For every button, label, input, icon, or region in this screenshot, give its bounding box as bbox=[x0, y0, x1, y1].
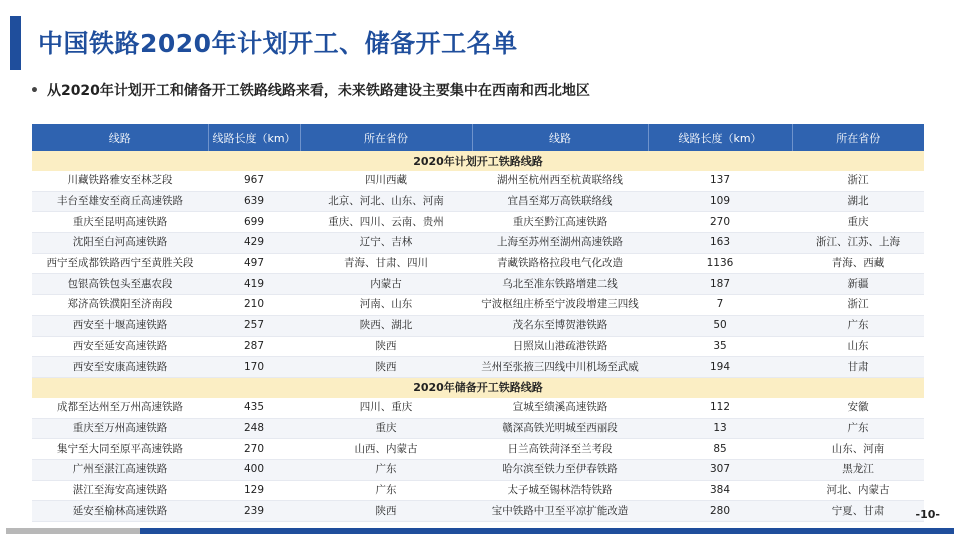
table-cell: 陕西 bbox=[300, 501, 472, 522]
table-cell: 山东、河南 bbox=[792, 439, 924, 460]
table-cell: 延安至榆林高速铁路 bbox=[32, 501, 208, 522]
table-body bbox=[32, 151, 924, 522]
table-row bbox=[32, 212, 924, 233]
table-row bbox=[32, 439, 924, 460]
table-cell: 257 bbox=[208, 315, 300, 336]
table-cell: 西安至十堰高速铁路 bbox=[32, 315, 208, 336]
table-cell: 河北、内蒙古 bbox=[792, 480, 924, 501]
table-cell: 109 bbox=[648, 191, 792, 212]
table-cell: 699 bbox=[208, 212, 300, 233]
table-cell: 广州至湛江高速铁路 bbox=[32, 459, 208, 480]
table-cell: 187 bbox=[648, 274, 792, 295]
table-cell: 河南、山东 bbox=[300, 295, 472, 316]
table-cell: 400 bbox=[208, 459, 300, 480]
table-row bbox=[32, 357, 924, 378]
table-cell: 黑龙江 bbox=[792, 459, 924, 480]
table-cell: 1136 bbox=[648, 253, 792, 274]
table-cell: 广东 bbox=[792, 418, 924, 439]
table-cell: 西宁至成都铁路西宁至黄胜关段 bbox=[32, 253, 208, 274]
table-cell: 248 bbox=[208, 418, 300, 439]
col-header-length: 线路长度（km） bbox=[208, 124, 300, 151]
table-cell: 哈尔滨至铁力至伊春铁路 bbox=[472, 459, 648, 480]
table-cell: 宝中铁路中卫至平凉扩能改造 bbox=[472, 501, 648, 522]
page-title: 中国铁路2020年计划开工、储备开工名单 bbox=[38, 29, 518, 58]
table-cell: 内蒙古 bbox=[300, 274, 472, 295]
table-cell: 茂名东至博贺港铁路 bbox=[472, 315, 648, 336]
table-cell: 山东 bbox=[792, 336, 924, 357]
table-cell: 太子城至锡林浩特铁路 bbox=[472, 480, 648, 501]
table-cell: 湖州至杭州西至杭黄联络线 bbox=[472, 171, 648, 191]
table-cell: 50 bbox=[648, 315, 792, 336]
table-cell: 137 bbox=[648, 171, 792, 191]
table-cell: 西安至延安高速铁路 bbox=[32, 336, 208, 357]
table-cell: 419 bbox=[208, 274, 300, 295]
table-cell: 194 bbox=[648, 357, 792, 378]
table-row bbox=[32, 480, 924, 501]
table-cell: 湛江至海安高速铁路 bbox=[32, 480, 208, 501]
table-cell: 280 bbox=[648, 501, 792, 522]
title-accent-bar bbox=[10, 16, 21, 70]
table-cell: 青海、甘肃、四川 bbox=[300, 253, 472, 274]
table-row bbox=[32, 459, 924, 480]
table-cell: 新疆 bbox=[792, 274, 924, 295]
table-cell: 四川、重庆 bbox=[300, 398, 472, 418]
railway-table bbox=[32, 124, 924, 522]
table-cell: 广东 bbox=[300, 459, 472, 480]
table-cell: 重庆 bbox=[792, 212, 924, 233]
table-cell: 重庆、四川、云南、贵州 bbox=[300, 212, 472, 233]
table-row bbox=[32, 418, 924, 439]
footer-gray-bar bbox=[6, 528, 140, 534]
table-cell: 7 bbox=[648, 295, 792, 316]
table-row bbox=[32, 501, 924, 522]
table-cell: 35 bbox=[648, 336, 792, 357]
table-cell: 湖北 bbox=[792, 191, 924, 212]
table-cell: 重庆 bbox=[300, 418, 472, 439]
table-cell: 497 bbox=[208, 253, 300, 274]
table-cell: 川藏铁路雅安至林芝段 bbox=[32, 171, 208, 191]
table-row bbox=[32, 191, 924, 212]
table-cell: 307 bbox=[648, 459, 792, 480]
table-cell: 辽宁、吉林 bbox=[300, 233, 472, 254]
table-cell: 西安至安康高速铁路 bbox=[32, 357, 208, 378]
table-cell: 163 bbox=[648, 233, 792, 254]
table-row bbox=[32, 233, 924, 254]
table-cell: 陕西、湖北 bbox=[300, 315, 472, 336]
table-cell: 赣深高铁光明城至西丽段 bbox=[472, 418, 648, 439]
footer-blue-bar bbox=[140, 528, 954, 534]
table-cell: 宁波枢纽庄桥至宁波段增建三四线 bbox=[472, 295, 648, 316]
table-cell: 四川西藏 bbox=[300, 171, 472, 191]
section-header-row bbox=[32, 151, 924, 171]
table-row bbox=[32, 315, 924, 336]
table-cell: 集宁至大同至原平高速铁路 bbox=[32, 439, 208, 460]
table-row bbox=[32, 398, 924, 418]
subtitle-text: 从2020年计划开工和储备开工铁路线路来看，未来铁路建设主要集中在西南和西北地区 bbox=[46, 83, 590, 99]
table-cell: 浙江、江苏、上海 bbox=[792, 233, 924, 254]
table-cell: 112 bbox=[648, 398, 792, 418]
table-header-row bbox=[32, 124, 924, 151]
col-header-route: 线路 bbox=[472, 124, 648, 151]
table-cell: 239 bbox=[208, 501, 300, 522]
table-cell: 浙江 bbox=[792, 295, 924, 316]
table-cell: 639 bbox=[208, 191, 300, 212]
table-cell: 重庆至昆明高速铁路 bbox=[32, 212, 208, 233]
table-cell: 967 bbox=[208, 171, 300, 191]
table-cell: 山西、内蒙古 bbox=[300, 439, 472, 460]
table-cell: 429 bbox=[208, 233, 300, 254]
table-cell: 重庆至万州高速铁路 bbox=[32, 418, 208, 439]
table-cell: 浙江 bbox=[792, 171, 924, 191]
table-cell: 210 bbox=[208, 295, 300, 316]
table-cell: 广东 bbox=[792, 315, 924, 336]
table-cell: 日兰高铁菏泽至兰考段 bbox=[472, 439, 648, 460]
section-header-row bbox=[32, 377, 924, 398]
table-cell: 270 bbox=[648, 212, 792, 233]
table-row bbox=[32, 171, 924, 191]
table-cell: 宁夏、甘肃 bbox=[792, 501, 924, 522]
table-cell: 287 bbox=[208, 336, 300, 357]
col-header-route: 线路 bbox=[32, 124, 208, 151]
table-cell: 沈阳至白河高速铁路 bbox=[32, 233, 208, 254]
table-cell: 宣城至绩溪高速铁路 bbox=[472, 398, 648, 418]
page-number: -10- bbox=[915, 508, 940, 521]
table-row bbox=[32, 295, 924, 316]
table-cell: 270 bbox=[208, 439, 300, 460]
table-cell: 13 bbox=[648, 418, 792, 439]
table-cell: 乌北至准东铁路增建二线 bbox=[472, 274, 648, 295]
table-cell: 北京、河北、山东、河南 bbox=[300, 191, 472, 212]
table-cell: 129 bbox=[208, 480, 300, 501]
table-row bbox=[32, 253, 924, 274]
table-cell: 郑济高铁濮阳至济南段 bbox=[32, 295, 208, 316]
table-cell: 成都至达州至万州高速铁路 bbox=[32, 398, 208, 418]
col-header-province: 所在省份 bbox=[792, 124, 924, 151]
table-cell: 丰台至雄安至商丘高速铁路 bbox=[32, 191, 208, 212]
table-row bbox=[32, 336, 924, 357]
table-cell: 广东 bbox=[300, 480, 472, 501]
table-cell: 陕西 bbox=[300, 357, 472, 378]
table-cell: 安徽 bbox=[792, 398, 924, 418]
table-cell: 435 bbox=[208, 398, 300, 418]
section-title: 2020年计划开工铁路线路 bbox=[32, 151, 924, 171]
table-cell: 上海至苏州至湖州高速铁路 bbox=[472, 233, 648, 254]
table-row bbox=[32, 274, 924, 295]
table-cell: 85 bbox=[648, 439, 792, 460]
table-cell: 兰州至张掖三四线中川机场至武威 bbox=[472, 357, 648, 378]
col-header-length: 线路长度（km） bbox=[648, 124, 792, 151]
subtitle bbox=[30, 80, 590, 100]
table-cell: 陕西 bbox=[300, 336, 472, 357]
col-header-province: 所在省份 bbox=[300, 124, 472, 151]
table-cell: 170 bbox=[208, 357, 300, 378]
table-cell: 青海、西藏 bbox=[792, 253, 924, 274]
bullet-icon: • bbox=[30, 83, 39, 99]
table-cell: 384 bbox=[648, 480, 792, 501]
table-cell: 日照岚山港疏港铁路 bbox=[472, 336, 648, 357]
table-cell: 甘肃 bbox=[792, 357, 924, 378]
table-cell: 重庆至黔江高速铁路 bbox=[472, 212, 648, 233]
section-title: 2020年储备开工铁路线路 bbox=[32, 377, 924, 398]
table-cell: 包银高铁包头至惠农段 bbox=[32, 274, 208, 295]
table-cell: 宜昌至郑万高铁联络线 bbox=[472, 191, 648, 212]
table-cell: 青藏铁路格拉段电气化改造 bbox=[472, 253, 648, 274]
